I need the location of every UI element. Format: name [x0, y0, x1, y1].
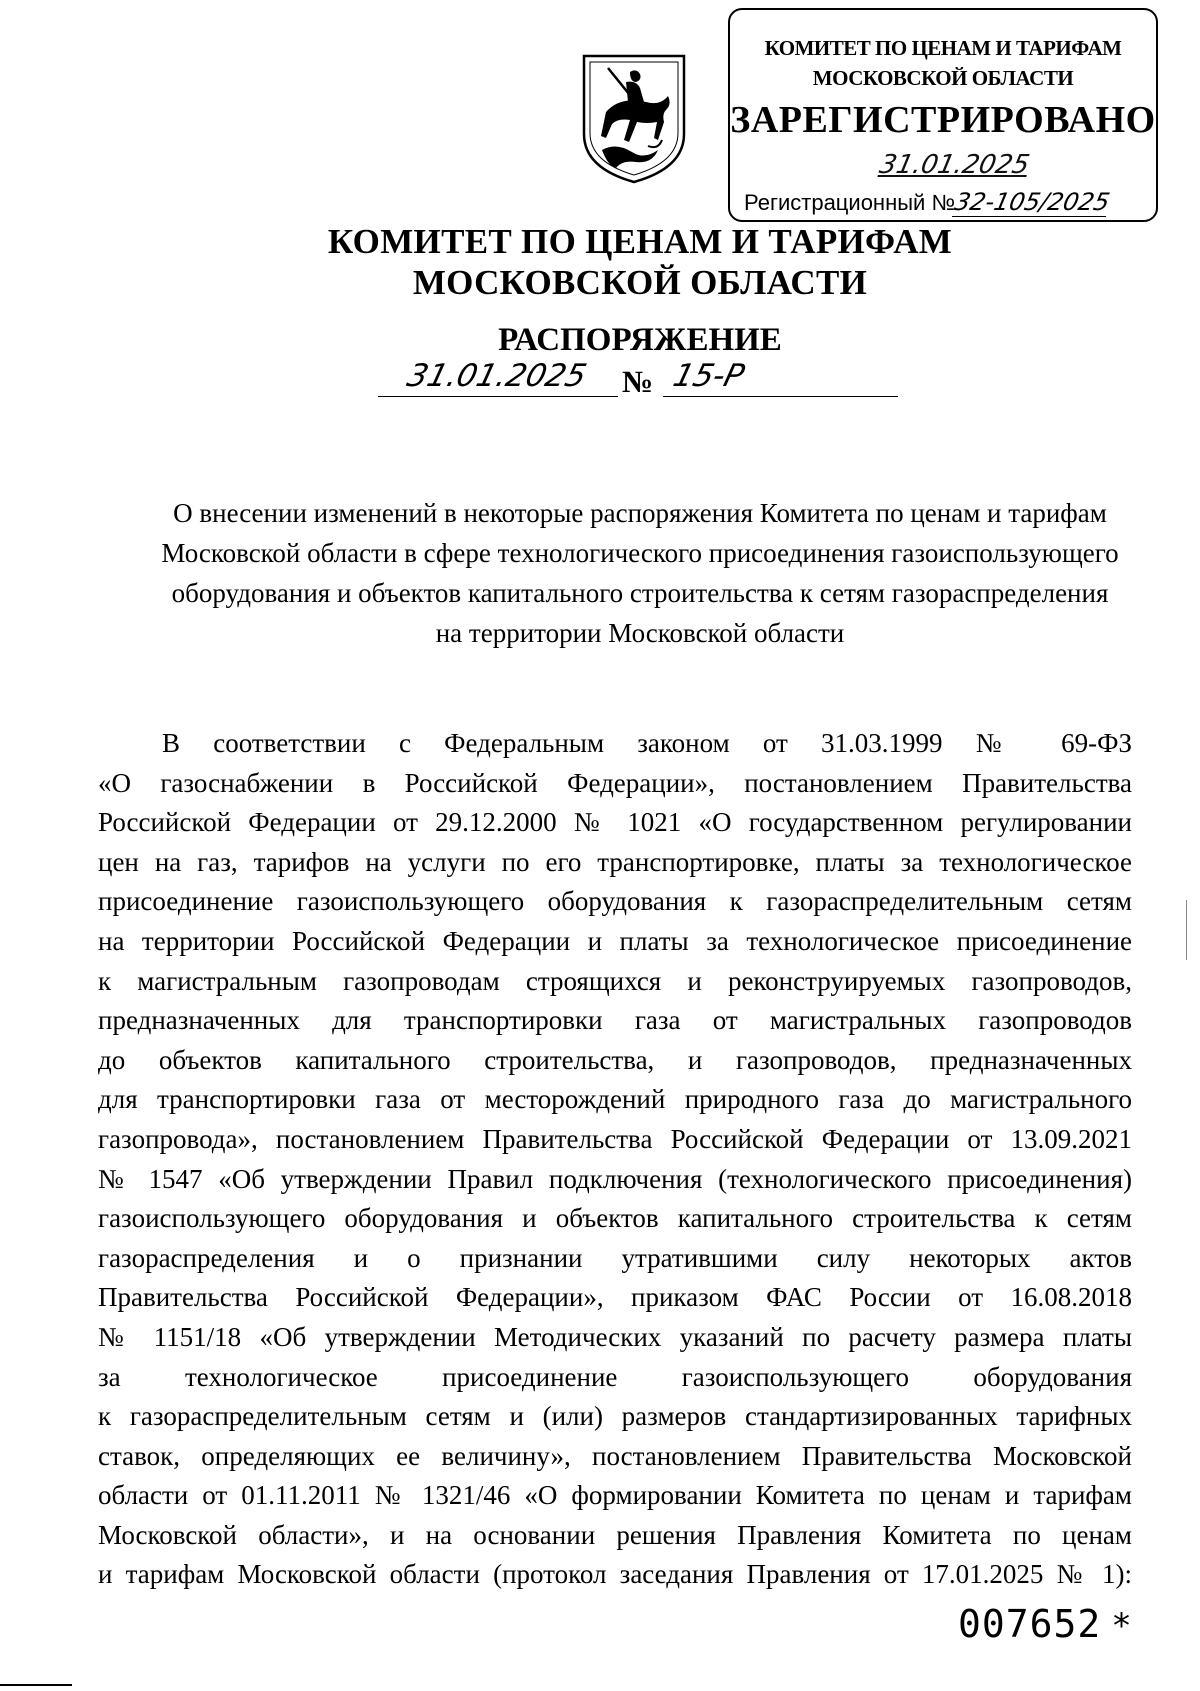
- body-line: к газораспределительным сетям и (или) размеров стандартизированных тарифных: [98, 1401, 1132, 1432]
- body-line: для транспортировки газа от месторождений природного газа до магистрального: [98, 1084, 1132, 1115]
- subject-line: Московской области в сфере технологического присоединения газоиспользующего: [161, 538, 1119, 568]
- date-underline: [378, 396, 618, 397]
- body-line: В соответствии с Федеральным законом от 31.03.1999 № 69-ФЗ: [162, 728, 1132, 758]
- number-sign: №: [622, 364, 654, 399]
- number-underline: [663, 396, 898, 397]
- document-type-title: РАСПОРЯЖЕНИЕ: [498, 322, 782, 358]
- body-line: газоиспользующего оборудования и объектов капитального строительства к сетям: [98, 1203, 1132, 1234]
- scan-artifact-line: [0, 1684, 72, 1686]
- serial-star-mark: *: [1111, 1606, 1133, 1646]
- body-line: предназначенных для транспортировки газа от магистральных газопроводов: [98, 1005, 1132, 1036]
- body-line: на территории Российской Федерации и платы за технологическое присоединение: [98, 925, 1132, 956]
- body-line: Правительства Российской Федерации», приказом ФАС России от 16.08.2018: [98, 1282, 1132, 1313]
- stamp-reg-number-label: Регистрационный №: [744, 190, 956, 215]
- body-line: присоединение газоиспользующего оборудования к газораспределительным сетям: [98, 886, 1132, 917]
- serial-number-value: 007652: [958, 1602, 1102, 1646]
- document-date-number-line: [378, 358, 898, 402]
- body-line: и тарифам Московской области (протокол заседания Правления от 17.01.2025 № 1):: [98, 1559, 1132, 1590]
- body-line: газораспределения и о признании утратившими силу некоторых актов: [98, 1242, 1132, 1273]
- document-date: 31.01.2025: [403, 358, 590, 394]
- body-line: газопровода», постановлением Правительства Российской Федерации от 13.09.2021: [98, 1123, 1132, 1154]
- organization-name-line1: КОМИТЕТ ПО ЦЕНАМ И ТАРИФАМ: [327, 222, 953, 261]
- registration-stamp: [728, 8, 1158, 222]
- body-line: № 1547 «Об утверждении Правил подключения (технологического присоединения): [98, 1163, 1132, 1194]
- body-line: области от 01.11.2011 № 1321/46 «О формировании Комитета по ценам и тарифам: [98, 1480, 1132, 1511]
- body-line: ставок, определяющих ее величину», постановлением Правительства Московской: [98, 1440, 1132, 1471]
- stamp-org-line1: КОМИТЕТ ПО ЦЕНАМ И ТАРИФАМ: [764, 36, 1122, 60]
- subject-line: на территории Московской области: [435, 618, 845, 648]
- body-line: цен на газ, тарифов на услуги по его транспортировке, платы за технологическое: [98, 846, 1132, 877]
- stamp-handwritten-date: 31.01.2025: [876, 150, 1033, 180]
- stamp-org-line2: МОСКОВСКОЙ ОБЛАСТИ: [812, 66, 1074, 90]
- body-line: к магистральным газопроводам строящихся и реконструируемых газопроводов,: [98, 965, 1132, 996]
- body-line: за технологическое присоединение газоиспользующего оборудования: [98, 1361, 1132, 1392]
- scan-artifact-line: [1186, 900, 1187, 960]
- body-line: Московской области», и на основании решения Правления Комитета по ценам: [98, 1519, 1132, 1550]
- body-line: Российской Федерации от 29.12.2000 № 1021 «О государственном регулировании: [98, 807, 1132, 838]
- subject-line: О внесении изменений в некоторые распоряжения Комитета по ценам и тарифам: [173, 498, 1107, 528]
- document-body: [98, 724, 1132, 1595]
- subject-line: оборудования и объектов капитального строительства к сетям газораспределения: [171, 578, 1109, 608]
- stamp-registered-label: ЗАРЕГИСТРИРОВАНО: [730, 99, 1156, 141]
- document-number: 15-Р: [669, 358, 748, 394]
- document-subject: [104, 493, 1176, 653]
- stamp-reg-number-row: [744, 188, 1113, 217]
- organization-name-line2: МОСКОВСКОЙ ОБЛАСТИ: [412, 263, 868, 302]
- serial-number: [958, 1602, 1133, 1646]
- body-line: № 1151/18 «Об утверждении Методических указаний по расчету размера платы: [98, 1321, 1132, 1352]
- coat-of-arms-emblem: [578, 50, 690, 186]
- stamp-reg-number: 32-105/2025: [952, 188, 1113, 216]
- body-line: до объектов капитального строительства, и газопроводов, предназначенных: [98, 1044, 1132, 1075]
- body-line: «О газоснабжении в Российской Федерации», постановлением Правительства: [98, 767, 1132, 798]
